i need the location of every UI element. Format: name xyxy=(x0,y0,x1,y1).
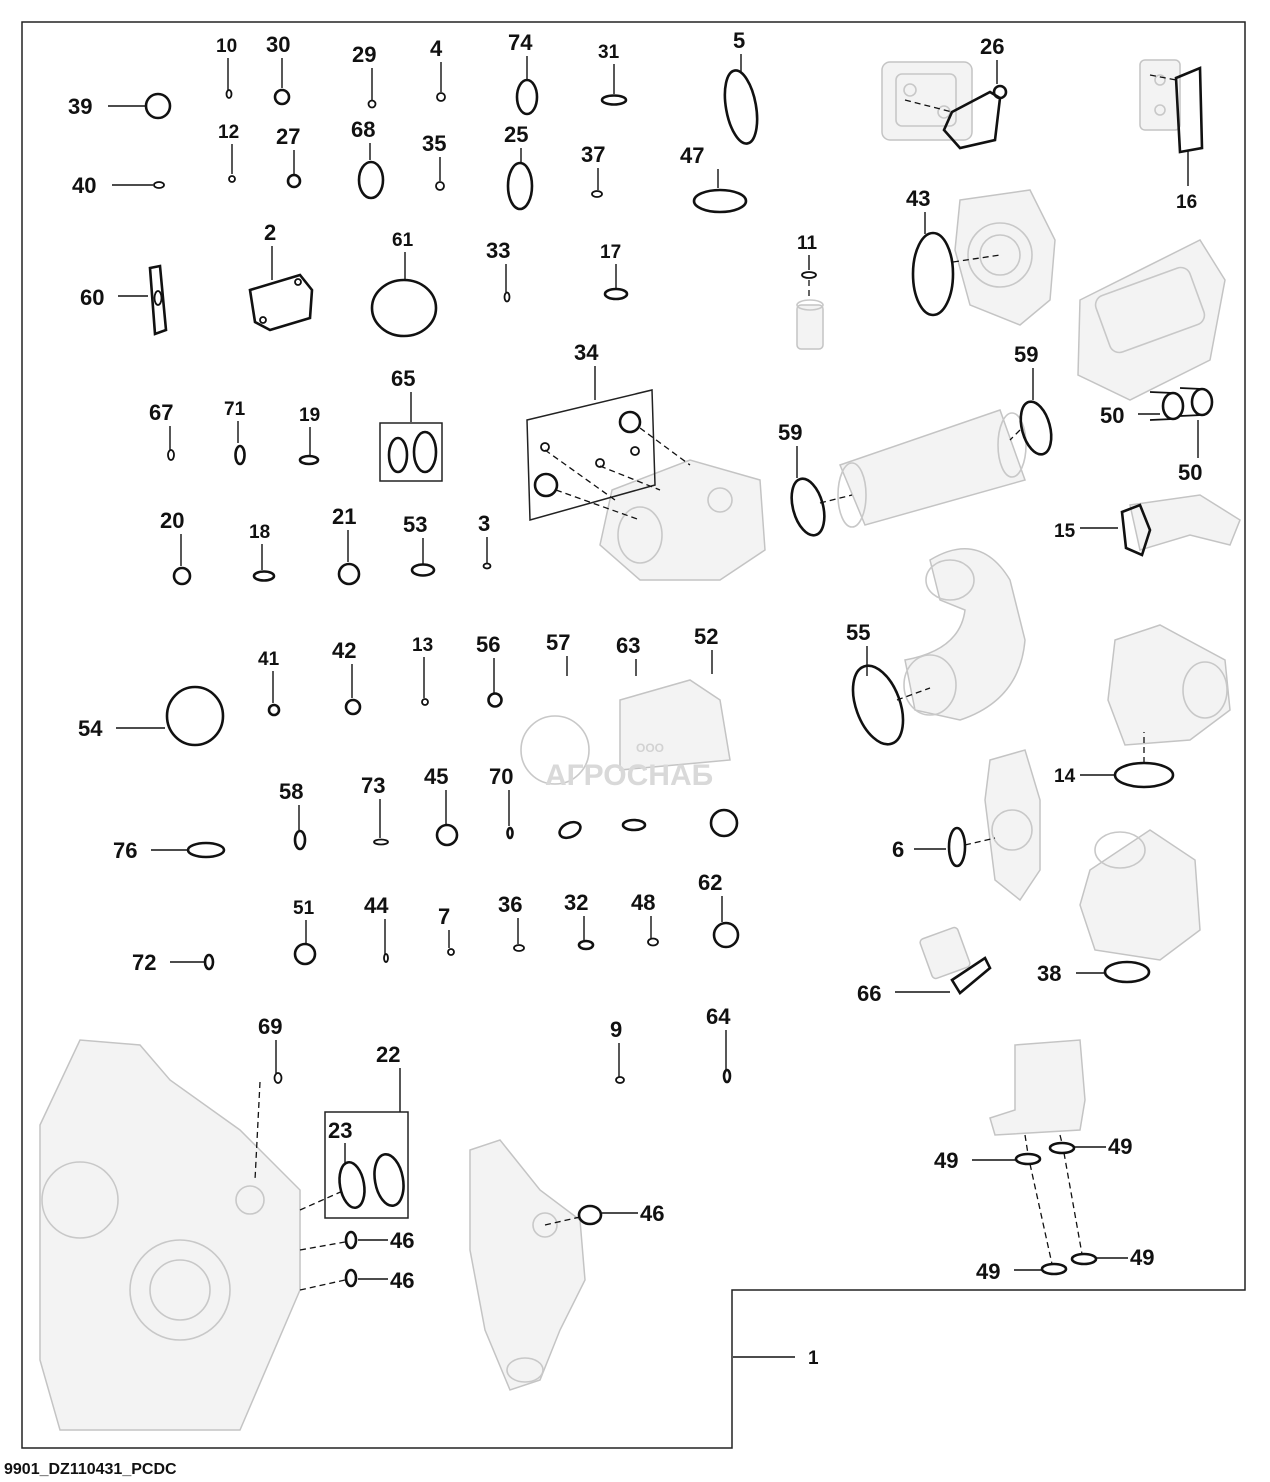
sleeve-drawing xyxy=(797,300,823,349)
part-36 xyxy=(498,892,524,951)
part-30 xyxy=(266,32,290,104)
part-6 xyxy=(892,828,995,866)
part-number-label: 50 xyxy=(1178,460,1203,485)
part-4 xyxy=(430,36,445,101)
part-71 xyxy=(224,399,246,464)
part-number-label: 73 xyxy=(361,773,386,798)
part-74 xyxy=(508,30,537,114)
part-number-label: 36 xyxy=(498,892,523,917)
part-number-label: 26 xyxy=(980,34,1005,59)
part-number-label: 22 xyxy=(376,1042,401,1067)
part-13 xyxy=(412,635,433,705)
part-72 xyxy=(132,950,213,975)
part-number-label: 18 xyxy=(249,522,271,543)
water-pump-housing-drawing xyxy=(470,1140,585,1390)
part-number-label: 71 xyxy=(224,399,246,420)
part-number-label: 5 xyxy=(733,28,746,53)
front-housing-drawing xyxy=(40,1040,300,1430)
part-number-label: 29 xyxy=(352,42,377,67)
part-5 xyxy=(720,28,762,146)
part-7 xyxy=(438,904,454,955)
part-64 xyxy=(706,1004,731,1082)
part-29 xyxy=(352,42,376,108)
part-18 xyxy=(249,522,274,581)
part-number-label: 59 xyxy=(778,420,803,445)
pipe-drawing xyxy=(838,410,1026,527)
part-33 xyxy=(486,238,510,302)
part-42 xyxy=(332,638,360,714)
flange-housing-drawing xyxy=(955,190,1055,325)
assembly-label: 1 xyxy=(808,1348,819,1369)
part-44 xyxy=(364,893,389,962)
part-number-label: 9 xyxy=(610,1017,623,1042)
part-17 xyxy=(600,242,627,299)
watermark-prefix: ООО xyxy=(636,741,665,755)
part-51 xyxy=(293,898,315,964)
fuel-pump-drawing xyxy=(1080,830,1200,960)
part-number-label: 42 xyxy=(332,638,357,663)
part-number-label: 55 xyxy=(846,620,871,645)
part-number-label: 50 xyxy=(1100,403,1125,428)
part-57 xyxy=(546,630,570,676)
part-52 xyxy=(694,624,718,674)
part-number-label: 51 xyxy=(293,898,315,919)
part-number-label: 33 xyxy=(486,238,511,263)
part-number-label: 66 xyxy=(857,981,882,1006)
part-number-label: 43 xyxy=(906,186,931,211)
ring-unlabeled-1 xyxy=(557,819,583,841)
part-49-upper-right xyxy=(1050,1134,1132,1159)
outlet-elbow-drawing xyxy=(990,1040,1085,1135)
part-41 xyxy=(258,649,280,715)
part-number-label: 3 xyxy=(478,511,491,536)
part-number-label: 44 xyxy=(364,893,389,918)
part-50-upper xyxy=(1100,392,1183,428)
pump-housing-drawing xyxy=(600,460,765,580)
part-number-label: 12 xyxy=(218,122,240,143)
part-number-label: 74 xyxy=(508,30,533,55)
ring-unlabeled-2 xyxy=(623,820,645,830)
part-3 xyxy=(478,511,491,569)
figure-caption: 9901_DZ110431_PCDC xyxy=(4,1461,177,1478)
part-number-label: 49 xyxy=(934,1148,959,1173)
part-number-label: 48 xyxy=(631,890,656,915)
pump-cover-drawing xyxy=(985,750,1040,900)
part-20 xyxy=(160,508,190,584)
part-number-label: 69 xyxy=(258,1014,283,1039)
part-61 xyxy=(372,230,436,336)
part-31 xyxy=(598,42,626,105)
part-number-label: 56 xyxy=(476,632,501,657)
part-number-label: 60 xyxy=(80,285,105,310)
part-48 xyxy=(631,890,658,946)
part-25 xyxy=(504,122,532,209)
part-68 xyxy=(351,117,383,198)
part-number-label: 40 xyxy=(72,173,97,198)
part-number-label: 59 xyxy=(1014,342,1039,367)
part-number-label: 45 xyxy=(424,764,449,789)
part-number-label: 49 xyxy=(1108,1134,1133,1159)
part-number-label: 70 xyxy=(489,764,514,789)
part-40 xyxy=(72,173,164,198)
part-number-label: 46 xyxy=(390,1268,415,1293)
part-45 xyxy=(424,764,457,845)
elbow-pipe-drawing xyxy=(904,549,1025,720)
part-number-label: 41 xyxy=(258,649,280,670)
part-number-label: 64 xyxy=(706,1004,731,1029)
part-number-label: 52 xyxy=(694,624,719,649)
part-number-label: 17 xyxy=(600,242,622,263)
part-number-label: 23 xyxy=(328,1118,353,1143)
part-73 xyxy=(361,773,388,845)
part-38 xyxy=(1037,961,1149,986)
part-59-left xyxy=(778,420,852,539)
ring-unlabeled-3 xyxy=(711,810,737,836)
part-number-label: 16 xyxy=(1176,192,1198,213)
part-number-label: 49 xyxy=(976,1259,1001,1284)
part-2 xyxy=(250,220,312,330)
part-number-label: 14 xyxy=(1054,766,1076,787)
part-49-lower-right xyxy=(1072,1245,1154,1270)
part-number-label: 37 xyxy=(581,142,606,167)
part-number-label: 6 xyxy=(892,837,905,862)
part-number-label: 63 xyxy=(616,633,641,658)
part-59-right xyxy=(1010,342,1057,458)
part-number-label: 27 xyxy=(276,124,301,149)
part-62 xyxy=(698,870,738,947)
plate-drawing xyxy=(1140,60,1180,130)
part-49-lower-left xyxy=(976,1259,1066,1284)
part-number-label: 53 xyxy=(403,512,428,537)
part-46-lower xyxy=(300,1268,414,1293)
part-number-label: 30 xyxy=(266,32,291,57)
part-number-label: 13 xyxy=(412,635,434,656)
part-47 xyxy=(680,143,746,212)
part-number-label: 76 xyxy=(113,838,138,863)
assembly-callout-1 xyxy=(733,1348,819,1369)
part-35 xyxy=(422,131,446,190)
part-number-label: 19 xyxy=(299,405,321,426)
part-23 xyxy=(300,1118,368,1210)
part-number-label: 2 xyxy=(264,220,277,245)
part-number-label: 58 xyxy=(279,779,304,804)
part-70 xyxy=(489,764,513,838)
part-number-label: 62 xyxy=(698,870,723,895)
part-number-label: 72 xyxy=(132,950,157,975)
part-19 xyxy=(299,405,320,464)
part-number-label: 25 xyxy=(504,122,529,147)
part-number-label: 31 xyxy=(598,42,620,63)
part-60 xyxy=(80,266,166,334)
part-number-label: 15 xyxy=(1054,521,1076,542)
part-54 xyxy=(78,687,223,745)
part-10 xyxy=(216,36,237,98)
part-number-label: 4 xyxy=(430,36,443,61)
part-67 xyxy=(149,400,174,460)
part-number-label: 49 xyxy=(1130,1245,1155,1270)
part-number-label: 10 xyxy=(216,36,238,57)
part-37 xyxy=(581,142,605,197)
part-number-label: 46 xyxy=(640,1201,665,1226)
watermark-brand: АГРОСНАБ xyxy=(545,759,714,792)
part-number-label: 68 xyxy=(351,117,376,142)
cover-housing-drawing xyxy=(882,62,972,140)
part-number-label: 35 xyxy=(422,131,447,156)
part-number-label: 67 xyxy=(149,400,174,425)
part-number-label: 47 xyxy=(680,143,705,168)
part-number-label: 57 xyxy=(546,630,571,655)
part-number-label: 54 xyxy=(78,716,103,741)
part-56 xyxy=(476,632,502,707)
part-number-label: 46 xyxy=(390,1228,415,1253)
part-27 xyxy=(276,124,300,187)
part-number-label: 38 xyxy=(1037,961,1062,986)
part-number-label: 20 xyxy=(160,508,185,533)
part-number-label: 11 xyxy=(797,233,818,254)
part-9 xyxy=(610,1017,624,1083)
watermark-logo xyxy=(521,680,730,792)
part-32 xyxy=(564,890,593,949)
part-21 xyxy=(332,504,359,584)
part-53 xyxy=(403,512,434,576)
part-number-label: 39 xyxy=(68,94,93,119)
thermostat-housing-drawing xyxy=(1108,625,1230,745)
part-49-upper-left xyxy=(934,1148,1040,1173)
part-76 xyxy=(113,838,224,863)
part-number-label: 65 xyxy=(391,366,416,391)
part-number-label: 21 xyxy=(332,504,357,529)
part-number-label: 61 xyxy=(392,230,414,251)
part-number-label: 32 xyxy=(564,890,589,915)
part-number-label: 7 xyxy=(438,904,451,929)
part-11 xyxy=(797,233,818,300)
head-cover-drawing xyxy=(1078,240,1225,400)
part-12 xyxy=(218,122,239,182)
part-65 xyxy=(380,366,442,481)
part-39 xyxy=(68,94,170,119)
part-number-label: 34 xyxy=(574,340,599,365)
part-58 xyxy=(279,779,305,849)
part-46-upper xyxy=(300,1228,414,1253)
part-63 xyxy=(616,633,640,676)
